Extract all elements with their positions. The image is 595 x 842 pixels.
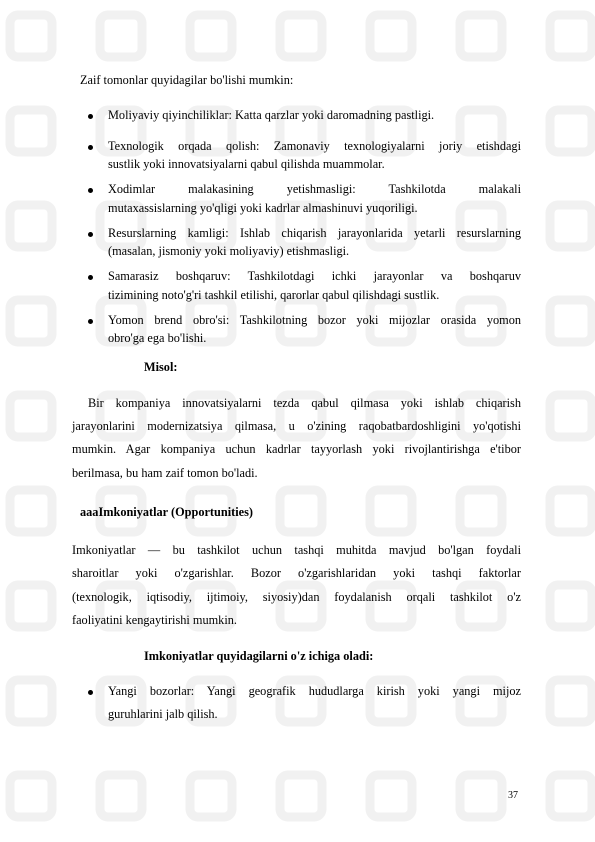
example-paragraph-line: mumkin. Agar kompaniya uchun kadrlar tayyorlash yoki rivojlantirishga e'tibor [72, 442, 521, 456]
weakness-item-cont: obro'ga ega bo'lishi. [108, 331, 207, 345]
bullet-icon [88, 145, 93, 150]
bullet-icon [88, 188, 93, 193]
definition-paragraph-line: (texnologik, iqtisodiy, ijtimoiy, siyosiy)dan foydalanish orqali tashkilot o'z [72, 590, 521, 604]
definition-paragraph-line: sharoitlar yoki o'zgarishlar. Bozor o'zgarishlaridan yoki tashqi faktorlar [72, 566, 521, 580]
weakness-item: Texnologik orqada qolish: Zamonaviy texnologiyalarni joriy etishdagi [108, 139, 521, 153]
definition-paragraph-line: faoliyatini kengaytirishi mumkin. [72, 613, 237, 627]
section-heading: aaaImkoniyatlar (Opportunities) [80, 505, 253, 519]
example-paragraph-line: berilmasa, bu ham zaif tomon bo'ladi. [72, 466, 258, 480]
bullet-icon [88, 319, 93, 324]
example-paragraph-line: Bir kompaniya innovatsiyalarni tezda qabul qilmasa yoki ishlab chiqarish [88, 396, 521, 410]
opportunity-item: Yangi bozorlar: Yangi geografik hududlarga kirish yoki yangi mijoz [108, 684, 521, 698]
bullet-icon [88, 275, 93, 280]
page-number: 37 [508, 790, 518, 801]
weakness-item: Resurslarning kamligi: Ishlab chiqarish jarayonlarida yetarli resurslarning [108, 226, 521, 240]
example-heading: Misol: [144, 360, 178, 374]
opportunity-item-cont: guruhlarini jalb qilish. [108, 707, 218, 721]
weakness-item: Moliyaviy qiyinchiliklar: Katta qarzlar yoki daromadning pastligi. [108, 108, 435, 122]
weaknesses-intro: Zaif tomonlar quyidagilar bo'lishi mumkin: [80, 73, 294, 87]
opportunities-heading: Imkoniyatlar quyidagilarni o'z ichiga oladi: [144, 649, 374, 663]
bullet-icon [88, 232, 93, 237]
example-paragraph-line: jarayonlarini modernizatsiya qilmasa, u o'zining raqobatbardoshligini yo'qotishi [72, 419, 521, 433]
bullet-icon [88, 690, 93, 695]
weakness-item: Xodimlar malakasining yetishmasligi: Tashkilotda malakali [108, 182, 521, 196]
bullet-icon [88, 114, 93, 119]
definition-paragraph-line: Imkoniyatlar — bu tashkilot uchun tashqi muhitda mavjud bo'lgan foydali [72, 543, 521, 557]
weakness-item: Yomon brend obro'si: Tashkilotning bozor yoki mijozlar orasida yomon [108, 313, 521, 327]
weakness-item-cont: mutaxassislarning yo'qligi yoki kadrlar almashinuvi yuqoriligi. [108, 201, 418, 215]
weakness-item: Samarasiz boshqaruv: Tashkilotdagi ichki jarayonlar va boshqaruv [108, 269, 521, 283]
weakness-item-cont: tizimining noto'g'ri tashkil etilishi, qarorlar qabul qilishdagi sustlik. [108, 288, 440, 302]
weakness-item-cont: (masalan, jismoniy yoki moliyaviy) etishmasligi. [108, 244, 350, 258]
weakness-item-cont: sustlik yoki innovatsiyalarni qabul qilishda muammolar. [108, 157, 385, 171]
